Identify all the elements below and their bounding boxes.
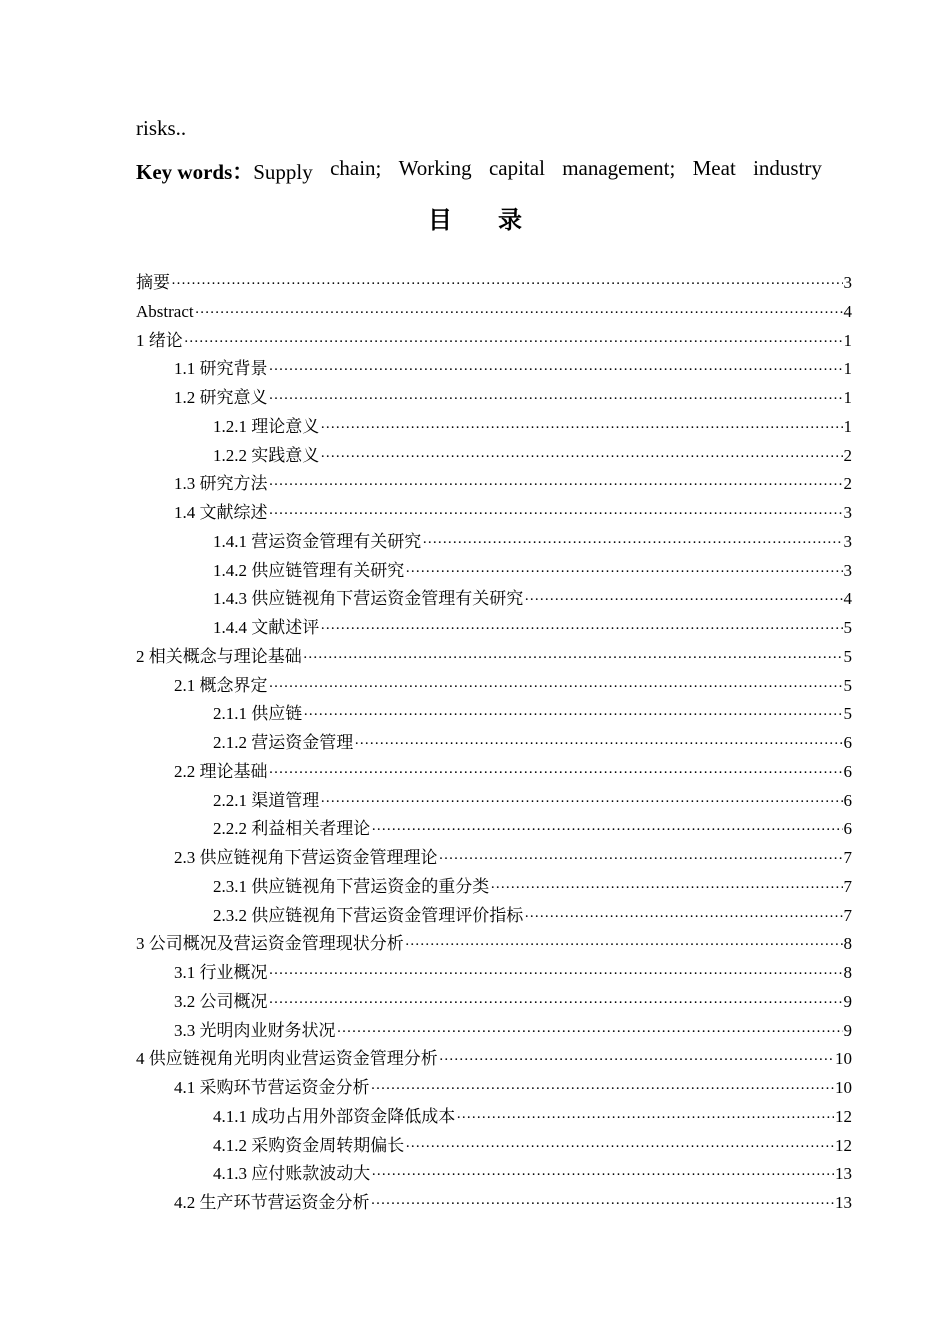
- toc-entry[interactable]: [136, 470, 852, 499]
- toc-leader-dots: [405, 931, 843, 960]
- toc-leader-dots: [439, 1046, 834, 1075]
- toc-entry-title: 1.1 研究背景: [174, 359, 268, 379]
- toc-entry[interactable]: [136, 930, 852, 959]
- toc-entry[interactable]: [136, 355, 852, 384]
- toc-entry[interactable]: [136, 1189, 852, 1218]
- toc-leader-dots: [171, 270, 843, 299]
- toc-entry[interactable]: [136, 959, 852, 988]
- toc-entry-title: 摘要: [136, 273, 170, 292]
- toc-entry-title: 2.2 理论基础: [174, 761, 268, 781]
- toc-entry-page: 6: [843, 761, 852, 781]
- toc-entry[interactable]: [136, 614, 852, 643]
- toc-leader-dots: [405, 558, 842, 587]
- toc-entry[interactable]: [136, 1132, 852, 1161]
- toc-leader-dots: [371, 1075, 835, 1104]
- toc-leader-dots: [269, 673, 843, 702]
- toc-entry-page: 3: [843, 273, 852, 292]
- toc-entry-title: 3.3 光明肉业财务状况: [174, 1020, 336, 1040]
- toc-entry[interactable]: [136, 269, 852, 298]
- toc-entry[interactable]: [136, 902, 852, 931]
- keyword-word: industry: [753, 156, 822, 180]
- keyword-word: Working: [398, 156, 472, 180]
- toc-entry-page: 2: [843, 474, 852, 494]
- toc-entry-page: 2: [843, 445, 852, 465]
- toc-leader-dots: [405, 1133, 834, 1162]
- toc-entry[interactable]: [136, 298, 852, 327]
- toc-entry-page: 7: [843, 905, 852, 925]
- toc-entry[interactable]: [136, 815, 852, 844]
- toc-heading: 目录: [428, 206, 568, 234]
- toc-entry-page: 5: [843, 646, 852, 666]
- toc-entry-title: 1.4.1 营运资金管理有关研究: [213, 531, 422, 551]
- toc-entry[interactable]: [136, 700, 852, 729]
- keyword-word: capital: [488, 156, 545, 180]
- table-of-contents: [136, 269, 852, 1218]
- toc-entry[interactable]: [136, 758, 852, 787]
- toc-leader-dots: [371, 1161, 834, 1190]
- toc-entry-title: 4.1.3 应付账款波动大: [213, 1164, 371, 1184]
- toc-entry-title: 1.3 研究方法: [174, 474, 268, 494]
- toc-entry-title: 1.2 研究意义: [174, 388, 268, 407]
- toc-leader-dots: [320, 615, 842, 644]
- toc-leader-dots: [456, 1104, 834, 1133]
- toc-entry-title: 2.3 供应链视角下营运资金管理理论: [174, 848, 438, 867]
- toc-entry-title: 1 绪论: [136, 330, 183, 350]
- toc-entry-title: 1.4.4 文献述评: [213, 618, 320, 637]
- toc-entry[interactable]: [136, 873, 852, 902]
- toc-leader-dots: [184, 328, 843, 357]
- toc-entry-title: Abstract: [136, 301, 194, 321]
- toc-leader-dots: [269, 989, 843, 1018]
- keyword-word: Supply: [253, 160, 313, 184]
- toc-entry-page: 3: [843, 560, 852, 580]
- toc-entry[interactable]: [136, 384, 852, 413]
- toc-entry-title: 3.1 行业概况: [174, 963, 268, 982]
- toc-entry-page: 4: [843, 301, 852, 321]
- keywords-separator: ：: [232, 160, 254, 184]
- toc-entry-page: 5: [843, 618, 852, 637]
- toc-leader-dots: [354, 730, 842, 759]
- toc-entry-page: 6: [843, 790, 852, 810]
- toc-entry-page: 8: [843, 934, 852, 954]
- toc-leader-dots: [490, 874, 842, 903]
- keyword-word: chain;: [330, 156, 382, 180]
- toc-entry-page: 1: [843, 330, 852, 350]
- toc-entry-page: 10: [835, 1078, 852, 1097]
- toc-leader-dots: [320, 414, 842, 443]
- keywords-line: [136, 156, 822, 186]
- toc-entry-title: 4.1.2 采购资金周转期偏长: [213, 1135, 405, 1155]
- toc-entry-page: 12: [835, 1106, 852, 1126]
- toc-entry[interactable]: [136, 1017, 852, 1046]
- toc-entry-title: 2.2.1 渠道管理: [213, 790, 320, 810]
- toc-entry-page: 3: [843, 503, 852, 522]
- toc-entry-title: 4 供应链视角光明肉业营运资金管理分析: [136, 1049, 438, 1069]
- toc-entry-page: 6: [843, 819, 852, 839]
- toc-leader-dots: [269, 960, 843, 989]
- toc-entry-title: 2.2.2 利益相关者理论: [213, 819, 371, 839]
- toc-entry[interactable]: [136, 499, 852, 528]
- toc-entry[interactable]: [136, 988, 852, 1017]
- toc-entry-page: 5: [843, 675, 852, 695]
- toc-entry-title: 3.2 公司概况: [174, 991, 268, 1011]
- toc-entry-page: 9: [843, 1020, 852, 1040]
- toc-entry-page: 10: [835, 1049, 852, 1069]
- toc-entry-page: 3: [843, 531, 852, 551]
- toc-entry-title: 1.4.3 供应链视角下营运资金管理有关研究: [213, 589, 524, 609]
- toc-entry-page: 7: [843, 876, 852, 896]
- toc-entry[interactable]: [136, 557, 852, 586]
- keywords-label-group: [136, 156, 313, 186]
- toc-leader-dots: [269, 356, 843, 385]
- toc-leader-dots: [303, 644, 843, 673]
- toc-entry-page: 12: [835, 1135, 852, 1155]
- keyword-word: Meat: [692, 156, 736, 180]
- toc-leader-dots: [269, 471, 843, 500]
- toc-leader-dots: [195, 299, 843, 328]
- toc-entry[interactable]: [136, 729, 852, 758]
- toc-entry-title: 2.1.2 营运资金管理: [213, 733, 354, 752]
- toc-entry-page: 7: [843, 848, 852, 867]
- toc-entry-title: 4.2 生产环节营运资金分析: [174, 1193, 370, 1212]
- toc-entry-title: 1.2.2 实践意义: [213, 445, 320, 465]
- toc-leader-dots: [524, 586, 842, 615]
- toc-entry[interactable]: [136, 1103, 852, 1132]
- toc-leader-dots: [371, 816, 842, 845]
- keywords-label: Key words: [136, 160, 233, 184]
- toc-entry[interactable]: [136, 1045, 852, 1074]
- toc-entry-title: 1.4.2 供应链管理有关研究: [213, 560, 405, 580]
- toc-leader-dots: [422, 529, 842, 558]
- keyword-word: management;: [562, 156, 676, 180]
- toc-entry-title: 2.1.1 供应链: [213, 704, 303, 724]
- toc-entry-page: 1: [843, 359, 852, 379]
- toc-entry-page: 5: [843, 704, 852, 724]
- toc-entry-page: 13: [835, 1164, 852, 1184]
- toc-entry[interactable]: [136, 1160, 852, 1189]
- toc-leader-dots: [439, 845, 843, 874]
- toc-leader-dots: [320, 788, 842, 817]
- toc-entry[interactable]: [136, 1074, 852, 1103]
- toc-leader-dots: [524, 903, 842, 932]
- toc-entry-page: 9: [843, 991, 852, 1011]
- toc-entry[interactable]: [136, 442, 852, 471]
- abstract-tail-text: risks..: [136, 116, 187, 140]
- toc-entry-title: 4.1 采购环节营运资金分析: [174, 1078, 370, 1097]
- toc-entry-page: 4: [843, 589, 852, 609]
- toc-entry[interactable]: [136, 327, 852, 356]
- toc-entry-title: 3 公司概况及营运资金管理现状分析: [136, 934, 404, 954]
- toc-entry-title: 2.3.1 供应链视角下营运资金的重分类: [213, 876, 490, 896]
- toc-leader-dots: [269, 500, 843, 529]
- toc-leader-dots: [303, 701, 842, 730]
- toc-entry-title: 2.1 概念界定: [174, 675, 268, 695]
- toc-entry-title: 4.1.1 成功占用外部资金降低成本: [213, 1106, 456, 1126]
- toc-entry[interactable]: [136, 672, 852, 701]
- toc-entry-page: 13: [835, 1193, 852, 1212]
- toc-entry[interactable]: [136, 787, 852, 816]
- toc-entry[interactable]: [136, 643, 852, 672]
- toc-entry-page: 1: [843, 388, 852, 407]
- toc-entry-page: 8: [843, 963, 852, 982]
- toc-leader-dots: [337, 1018, 843, 1047]
- toc-entry[interactable]: [136, 585, 852, 614]
- toc-leader-dots: [320, 443, 842, 472]
- toc-leader-dots: [371, 1190, 835, 1219]
- toc-entry-title: 1.2.1 理论意义: [213, 416, 320, 436]
- toc-entry-page: 6: [843, 733, 852, 752]
- toc-entry-title: 2.3.2 供应链视角下营运资金管理评价指标: [213, 905, 524, 925]
- toc-entry-title: 1.4 文献综述: [174, 503, 268, 522]
- toc-leader-dots: [269, 759, 843, 788]
- toc-entry[interactable]: [136, 844, 852, 873]
- toc-entry-page: 1: [843, 416, 852, 436]
- toc-entry-title: 2 相关概念与理论基础: [136, 646, 302, 666]
- toc-leader-dots: [269, 385, 843, 414]
- toc-entry[interactable]: [136, 528, 852, 557]
- toc-entry[interactable]: [136, 413, 852, 442]
